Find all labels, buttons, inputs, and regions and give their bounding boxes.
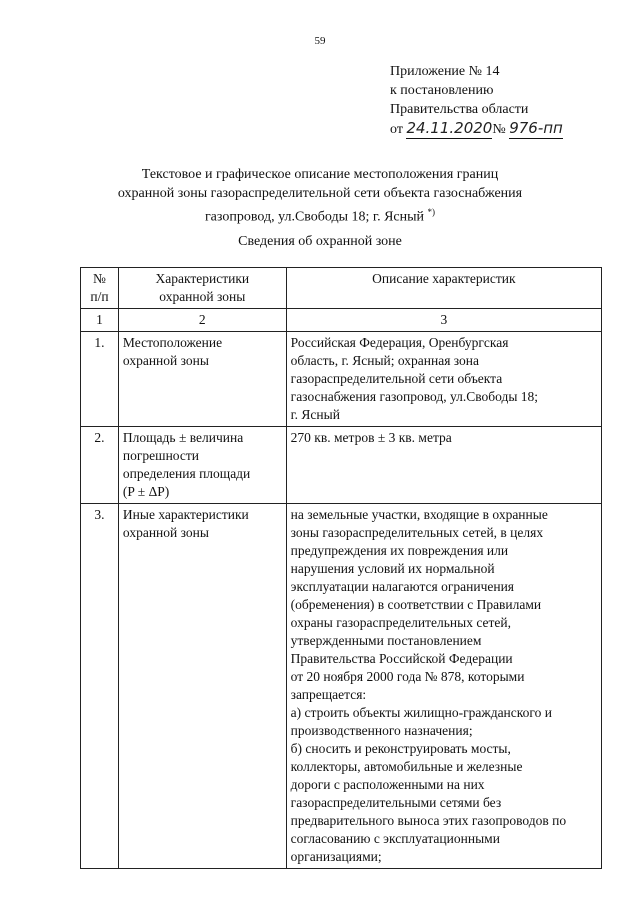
description-line: согласованию с эксплуатационными bbox=[290, 831, 500, 846]
title-line-3 bbox=[60, 203, 580, 227]
zone-info-table bbox=[80, 267, 602, 869]
description-line: (обременения) в соответствии с Правилами bbox=[290, 597, 542, 612]
description-line: 270 кв. метров ± 3 кв. метра bbox=[290, 430, 452, 445]
section-subtitle: Сведения об охранной зоне bbox=[238, 234, 402, 249]
description-line: область, г. Ясный; охранная зона bbox=[290, 353, 480, 368]
row-description bbox=[286, 427, 601, 504]
header-number-line-2: п/п bbox=[90, 289, 109, 304]
footnote-mark: *) bbox=[427, 207, 436, 217]
description-line: б) сносить и реконструировать мосты, bbox=[290, 741, 511, 756]
description-line: запрещается: bbox=[290, 687, 367, 702]
description-line: зоны газораспределительных сетей, в целях bbox=[290, 525, 544, 540]
number-prefix: № bbox=[492, 122, 506, 137]
table-row bbox=[81, 504, 602, 869]
header-characteristics-line-2: охранной зоны bbox=[159, 289, 246, 304]
description-line: г. Ясный bbox=[290, 407, 340, 422]
row-characteristic bbox=[118, 427, 286, 504]
header-number-line-1: № bbox=[93, 271, 106, 286]
characteristic-line: Местоположение bbox=[122, 335, 223, 350]
description-line: Российская Федерация, Оренбургская bbox=[290, 335, 509, 350]
description-line: эксплуатации налагаются ограничения bbox=[290, 579, 515, 594]
appendix-date-line bbox=[390, 119, 563, 139]
description-line: производственного назначения; bbox=[290, 723, 473, 738]
description-line: предварительного выноса этих газопроводов по bbox=[290, 813, 567, 828]
description-line: от 20 ноября 2000 года № 878, которыми bbox=[290, 669, 525, 684]
column-number-1: 1 bbox=[81, 309, 119, 332]
row-description bbox=[286, 332, 601, 427]
title-line-2: охранной зоны газораспределительной сети объекта газоснабжения bbox=[117, 186, 523, 201]
handwritten-date: 24.11.2020 bbox=[406, 119, 493, 137]
row-number: 3. bbox=[81, 504, 119, 869]
description-line: нарушения условий их нормальной bbox=[290, 561, 495, 576]
characteristic-line: охранной зоны bbox=[122, 525, 209, 540]
appendix-title: Приложение № 14 bbox=[390, 64, 500, 79]
header-characteristics-line-1: Характеристики bbox=[155, 271, 250, 286]
description-line: охраны газораспределительных сетей, bbox=[290, 615, 511, 630]
column-number-3: 3 bbox=[286, 309, 601, 332]
description-line: Правительства Российской Федерации bbox=[290, 651, 513, 666]
description-line: газоснабжения газопровод, ул.Свободы 18; bbox=[290, 389, 539, 404]
handwritten-number: 976-пп bbox=[509, 119, 563, 137]
characteristic-line: охранной зоны bbox=[122, 353, 209, 368]
table-header-row bbox=[81, 268, 602, 309]
description-line: коллекторы, автомобильные и железные bbox=[290, 759, 523, 774]
column-number-2: 2 bbox=[118, 309, 286, 332]
header-description: Описание характеристик bbox=[286, 268, 601, 309]
appendix-line-resolution: к постановлению bbox=[390, 83, 494, 98]
document-title bbox=[60, 165, 580, 227]
table-row bbox=[81, 332, 602, 427]
characteristic-line: (P ± ΔP) bbox=[122, 484, 170, 499]
date-prefix: от bbox=[390, 122, 403, 137]
characteristic-line: Иные характеристики bbox=[122, 507, 249, 522]
row-characteristic bbox=[118, 504, 286, 869]
column-number-row bbox=[81, 309, 602, 332]
header-characteristics bbox=[118, 268, 286, 309]
title-line-3-text: газопровод, ул.Свободы 18; г. Ясный bbox=[204, 209, 425, 225]
table-row bbox=[81, 427, 602, 504]
row-characteristic bbox=[118, 332, 286, 427]
row-description bbox=[286, 504, 601, 869]
page-number: 59 bbox=[314, 35, 326, 47]
title-line-1: Текстовое и графическое описание местоположения границ bbox=[141, 167, 499, 182]
header-number bbox=[81, 268, 119, 309]
appendix-line-government: Правительства области bbox=[390, 102, 529, 117]
row-number: 2. bbox=[81, 427, 119, 504]
row-number: 1. bbox=[81, 332, 119, 427]
description-line: газораспределительными сетями без bbox=[290, 795, 502, 810]
description-line: предупреждения их повреждения или bbox=[290, 543, 509, 558]
appendix-block bbox=[390, 62, 563, 139]
description-line: утвержденными постановлением bbox=[290, 633, 482, 648]
description-line: а) строить объекты жилищно-гражданского и bbox=[290, 705, 552, 720]
description-line: газораспределительной сети объекта bbox=[290, 371, 503, 386]
description-line: дороги с расположенными на них bbox=[290, 777, 485, 792]
description-line: организациями; bbox=[290, 849, 382, 864]
characteristic-line: погрешности bbox=[122, 448, 199, 463]
characteristic-line: Площадь ± величина bbox=[122, 430, 244, 445]
characteristic-line: определения площади bbox=[122, 466, 251, 481]
description-line: на земельные участки, входящие в охранные bbox=[290, 507, 548, 522]
